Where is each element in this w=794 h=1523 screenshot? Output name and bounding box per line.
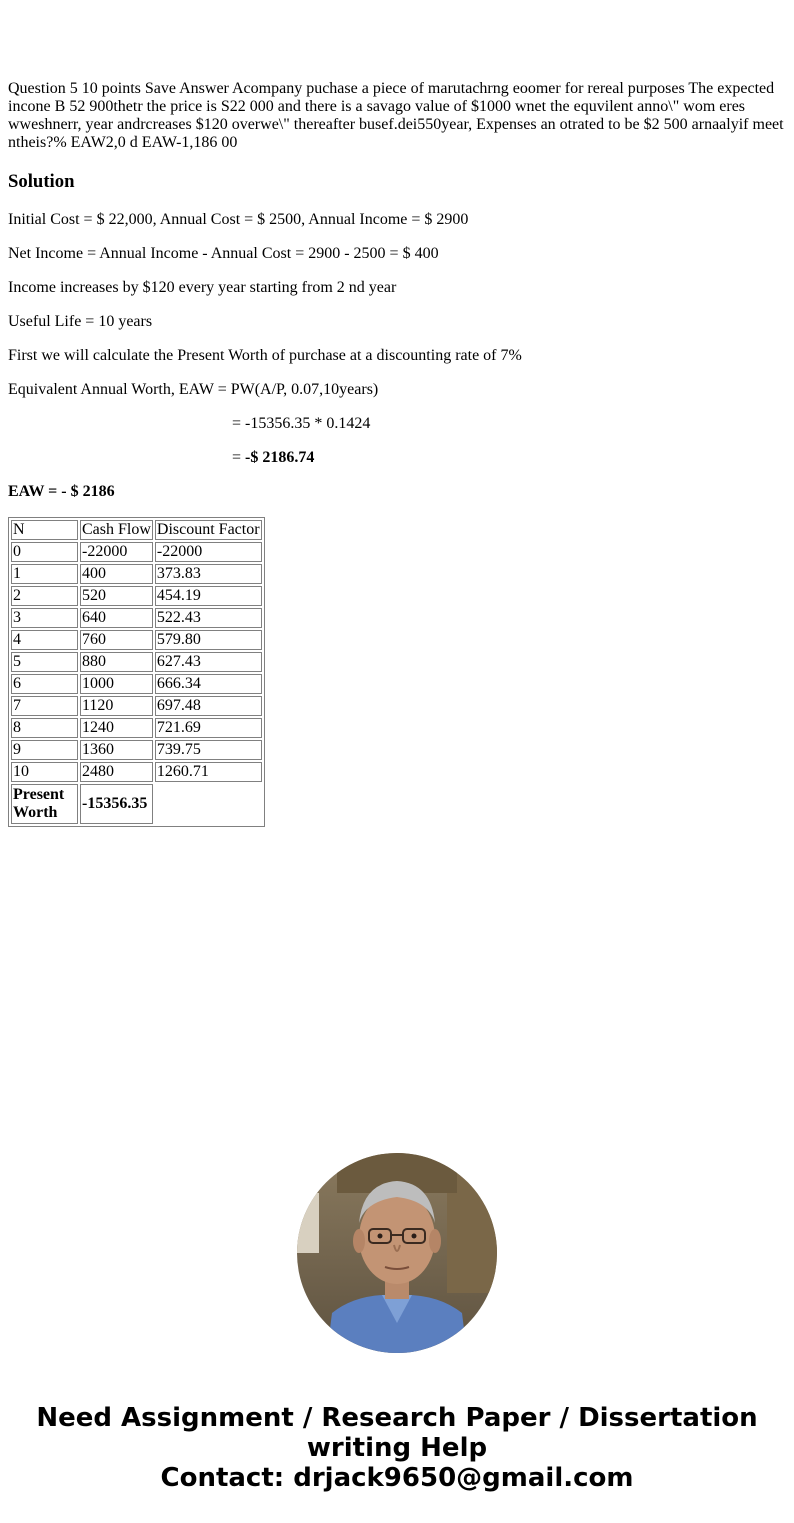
table-footer-row: [11, 784, 262, 824]
assignment-help-ad: [0, 1403, 794, 1493]
table-cell-cash-flow: 1360: [80, 740, 153, 760]
table-row: [11, 696, 262, 716]
author-avatar: [297, 1153, 497, 1353]
eaw-result: EAW = - $ 2186: [8, 483, 115, 500]
table-cell-cash-flow: -22000: [80, 542, 153, 562]
table-cell-discount-factor: 373.83: [155, 564, 262, 584]
table-cell-n: 2: [11, 586, 78, 606]
table-cell-cash-flow: 1120: [80, 696, 153, 716]
table-empty-cell: [155, 784, 262, 824]
table-cell-discount-factor: 721.69: [155, 718, 262, 738]
table-cell-cash-flow: 880: [80, 652, 153, 672]
table-cell-n: 9: [11, 740, 78, 760]
table-cell-cash-flow: 1240: [80, 718, 153, 738]
table-row: [11, 762, 262, 782]
present-worth-label: Present Worth: [11, 784, 78, 824]
table-cell-cash-flow: 2480: [80, 762, 153, 782]
table-cell-discount-factor: 579.80: [155, 630, 262, 650]
cash-flow-table: [8, 517, 265, 827]
table-row: [11, 630, 262, 650]
table-cell-cash-flow: 1000: [80, 674, 153, 694]
table-row: [11, 608, 262, 628]
table-row: [11, 586, 262, 606]
table-cell-n: 0: [11, 542, 78, 562]
solution-line-useful-life: Useful Life = 10 years: [8, 313, 153, 330]
calc-line-product: = -15356.35 * 0.1424: [232, 415, 371, 432]
calc-line-result-prefix: =: [232, 449, 246, 466]
table-cell-discount-factor: 627.43: [155, 652, 262, 672]
table-cell-n: 1: [11, 564, 78, 584]
calc-line-result: [232, 449, 314, 467]
table-row: [11, 652, 262, 672]
ad-line-1: Need Assignment / Research Paper / Dissertation: [36, 1403, 758, 1433]
table-row: [11, 564, 262, 584]
table-header-discount-factor: Discount Factor: [156, 521, 260, 538]
table-cell-n: 7: [11, 696, 78, 716]
solution-line-income-increase: Income increases by $120 every year starting from 2 nd year: [8, 279, 397, 296]
table-cell-cash-flow: 520: [80, 586, 153, 606]
table-cell-discount-factor: 739.75: [155, 740, 262, 760]
table-cell-discount-factor: 522.43: [155, 608, 262, 628]
table-cell-discount-factor: 454.19: [155, 586, 262, 606]
table-cell-discount-factor: 1260.71: [155, 762, 262, 782]
solution-line-initial-cost: Initial Cost = $ 22,000, Annual Cost = $ 2500, Annual Income = $ 2900: [8, 211, 469, 228]
table-header-cash-flow: Cash Flow: [82, 521, 151, 538]
ad-contact-line: Contact: drjack9650@gmail.com: [160, 1463, 634, 1493]
table-cell-n: 4: [11, 630, 78, 650]
table-cell-n: 8: [11, 718, 78, 738]
present-worth-value: -15356.35: [80, 784, 153, 824]
solution-line-present-worth-intro: First we will calculate the Present Worth of purchase at a discounting rate of 7%: [8, 347, 522, 364]
table-cell-cash-flow: 760: [80, 630, 153, 650]
table-header-n: N: [11, 520, 78, 540]
table-cell-cash-flow: 640: [80, 608, 153, 628]
table-cell-cash-flow: 400: [80, 564, 153, 584]
ad-line-2: writing Help: [306, 1433, 488, 1463]
calc-line-result-value: -$ 2186.74: [245, 449, 315, 466]
table-row: [11, 674, 262, 694]
table-cell-discount-factor: 666.34: [155, 674, 262, 694]
table-cell-n: 5: [11, 652, 78, 672]
solution-line-net-income: Net Income = Annual Income - Annual Cost = 2900 - 2500 = $ 400: [8, 245, 439, 262]
table-header-row: [11, 520, 262, 540]
table-cell-n: 3: [11, 608, 78, 628]
table-cell-n: 10: [11, 762, 78, 782]
table-cell-discount-factor: 697.48: [155, 696, 262, 716]
table-cell-n: 6: [11, 674, 78, 694]
solution-heading: Solution: [8, 171, 75, 192]
solution-line-eaw-formula: Equivalent Annual Worth, EAW = PW(A/P, 0.07,10years): [8, 381, 379, 398]
question-text: Question 5 10 points Save Answer Acompany puchase a piece of marutachrng eoomer for rereal purposes The expected incone B 52 900thetr the price is S22 000 and there is a savago value of $1000 wnet the equvilent anno\" wom eres wweshnerr, year andrcreases $120 overwe\" thereafter busef.dei550year, Expenses an otrated to be $2 500 arnaalyif meet ntheis?% EAW2,0 d EAW-1,186 00: [8, 80, 784, 151]
table-row: [11, 718, 262, 738]
table-row: [11, 542, 262, 562]
table-row: [11, 740, 262, 760]
table-cell-discount-factor: -22000: [155, 542, 262, 562]
